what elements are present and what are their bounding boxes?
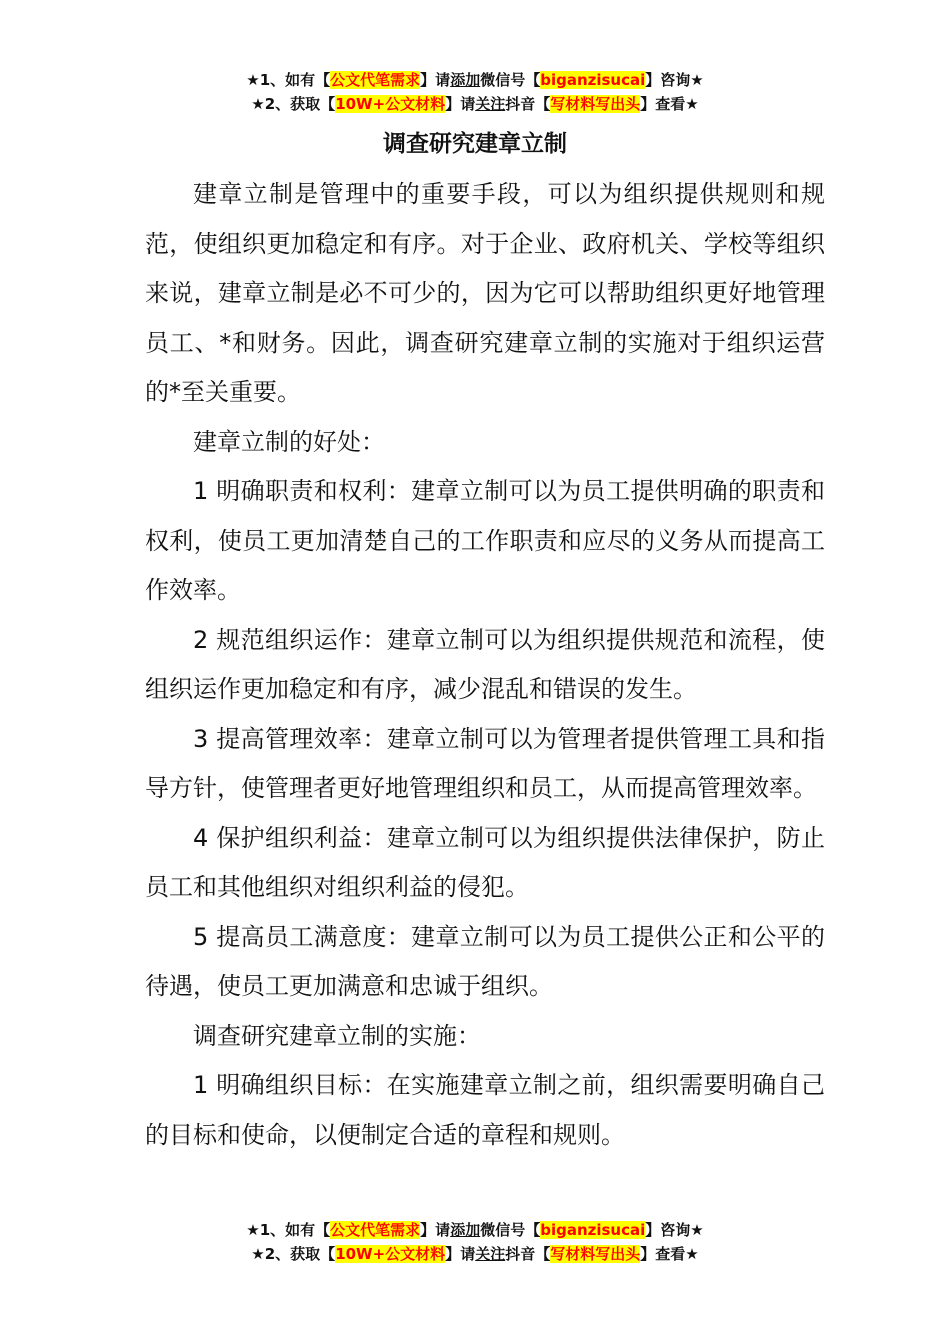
footer-banner: [0, 1218, 950, 1266]
highlight-service: 公文代笔需求: [330, 71, 421, 89]
banner-text: ★2、获取【: [251, 95, 336, 113]
document-title: 调查研究建章立制: [383, 131, 567, 157]
document-body: [145, 170, 825, 1160]
underlined-text: 添加: [450, 71, 481, 89]
banner-text: ★2、获取【: [251, 1245, 336, 1263]
banner-text: ★1、如有【: [246, 71, 331, 89]
banner-text: 】查看★: [640, 95, 699, 113]
banner-text: 抖音【: [505, 1245, 551, 1263]
highlight-materials: 10W+公文材料: [335, 1245, 446, 1263]
banner-text: 微信号【: [480, 71, 541, 89]
underlined-text: 添加: [450, 1221, 481, 1239]
banner-text: 】请: [420, 1221, 451, 1239]
underlined-text: 关注: [475, 1245, 506, 1263]
paragraph: 3 提高管理效率：建章立制可以为管理者提供管理工具和指导方针，使管理者更好地管理组织和员工，从而提高管理效率。: [145, 724, 825, 802]
highlight-service: 公文代笔需求: [330, 1221, 421, 1239]
highlight-materials: 10W+公文材料: [335, 95, 446, 113]
banner-line-2: [0, 92, 950, 116]
banner-text: 】咨询★: [645, 1221, 704, 1239]
banner-text: 】请: [445, 1245, 476, 1263]
highlight-douyin-account: 写材料写出头: [550, 1245, 641, 1263]
banner-line-2: [0, 1242, 950, 1266]
banner-text: 】查看★: [640, 1245, 699, 1263]
banner-text: ★1、如有【: [246, 1221, 331, 1239]
banner-line-1: [0, 68, 950, 92]
paragraph: 1 明确组织目标：在实施建章立制之前，组织需要明确自己的目标和使命，以便制定合适的章程和规则。: [145, 1071, 825, 1149]
banner-text: 】请: [420, 71, 451, 89]
highlight-douyin-account: 写材料写出头: [550, 95, 641, 113]
banner-text: 微信号【: [480, 1221, 541, 1239]
paragraph: 5 提高员工满意度：建章立制可以为员工提供公正和公平的待遇，使员工更加满意和忠诚于组织。: [145, 922, 825, 1000]
banner-text: 抖音【: [505, 95, 551, 113]
paragraph: 2 规范组织运作：建章立制可以为组织提供规范和流程，使组织运作更加稳定和有序，减少混乱和错误的发生。: [145, 625, 825, 703]
underlined-text: 关注: [475, 95, 506, 113]
paragraph: 4 保护组织利益：建章立制可以为组织提供法律保护，防止员工和其他组织对组织利益的侵犯。: [145, 823, 825, 901]
paragraph: 1 明确职责和权利：建章立制可以为员工提供明确的职责和权利，使员工更加清楚自己的工作职责和应尽的义务从而提高工作效率。: [145, 477, 825, 604]
highlight-wechat-id: biganzisucai: [540, 71, 646, 89]
banner-text: 】咨询★: [645, 71, 704, 89]
paragraph: 建章立制的好处：: [193, 427, 385, 456]
paragraph: 建章立制是管理中的重要手段，可以为组织提供规则和规范，使组织更加稳定和有序。对于企业、政府机关、学校等组织来说，建章立制是必不可少的，因为它可以帮助组织更好地管理员工、*和财务。因此，调查研究建章立制的实施对于组织运营的*至关重要。: [145, 180, 825, 406]
paragraph: 调查研究建章立制的实施：: [193, 1021, 481, 1050]
banner-text: 】请: [445, 95, 476, 113]
banner-line-1: [0, 1218, 950, 1242]
header-banner: [0, 68, 950, 116]
highlight-wechat-id: biganzisucai: [540, 1221, 646, 1239]
